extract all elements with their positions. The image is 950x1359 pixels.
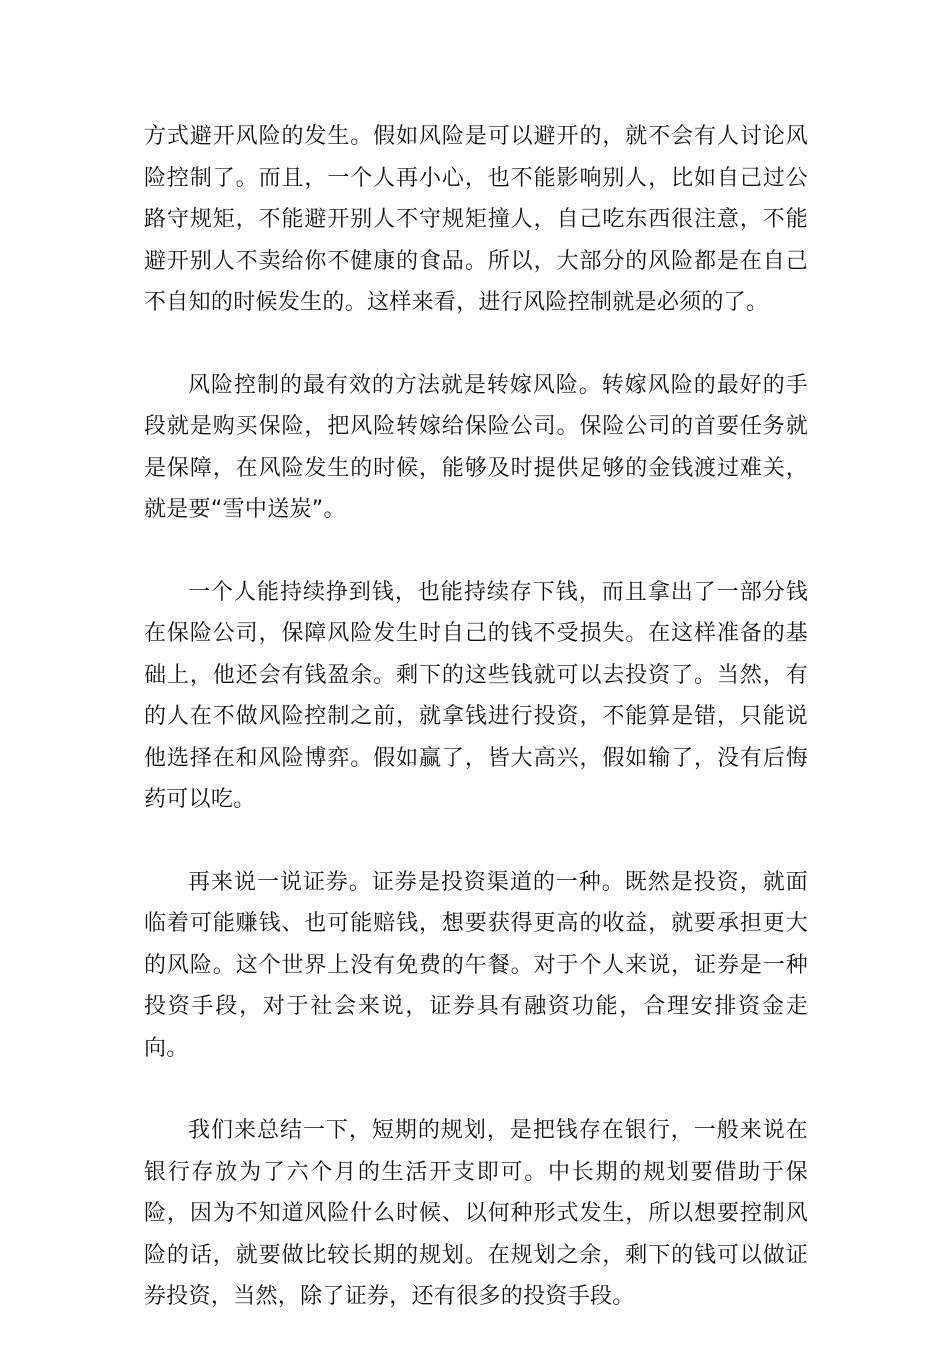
paragraph-continuation: 方式避开风险的发生。假如风险是可以避开的，就不会有人讨论风险控制了。而且，一个人再小心，也不能影响别人，比如自己过公路守规矩，不能避开别人不守规矩撞人，自己吃东西很注意，不能避开别人不卖给你不健康的食品。所以，大部分的风险都是在自己不自知的时候发生的。这样来看，进行风险控制就是必须的了。 — [144, 124, 808, 315]
paragraph-investment: 一个人能持续挣到钱，也能持续存下钱，而且拿出了一部分钱在保险公司，保障风险发生时自己的钱不受损失。在这样准备的基础上，他还会有钱盈余。剩下的这些钱就可以去投资了。当然，有的人在不做风险控制之前，就拿钱进行投资，不能算是错，只能说他选择在和风险博弈。假如赢了，皆大高兴，假如输了，没有后悔药可以吃。 — [144, 579, 808, 812]
paragraph-risk-transfer: 风险控制的最有效的方法就是转嫁风险。转嫁风险的最好的手段就是购买保险，把风险转嫁给保险公司。保险公司的首要任务就是保障，在风险发生的时候，能够及时提供足够的金钱渡过难关，就是要“雪中送炭”。 — [144, 372, 808, 522]
paragraph-securities: 再来说一说证券。证券是投资渠道的一种。既然是投资，就面临着可能赚钱、也可能赔钱，想要获得更高的收益，就要承担更大的风险。这个世界上没有免费的午餐。对于个人来说，证券是一种投资手段，对于社会来说，证券具有融资功能，合理安排资金走向。 — [144, 869, 808, 1061]
paragraph-summary: 我们来总结一下，短期的规划，是把钱存在银行，一般来说在银行存放为了六个月的生活开支即可。中长期的规划要借助于保险，因为不知道风险什么时候、以何种形式发生，所以想要控制风险的话，就要做比较长期的规划。在规划之余，剩下的钱可以做证券投资，当然，除了证券，还有很多的投资手段。 — [144, 1118, 808, 1309]
document-page — [144, 116, 808, 1359]
